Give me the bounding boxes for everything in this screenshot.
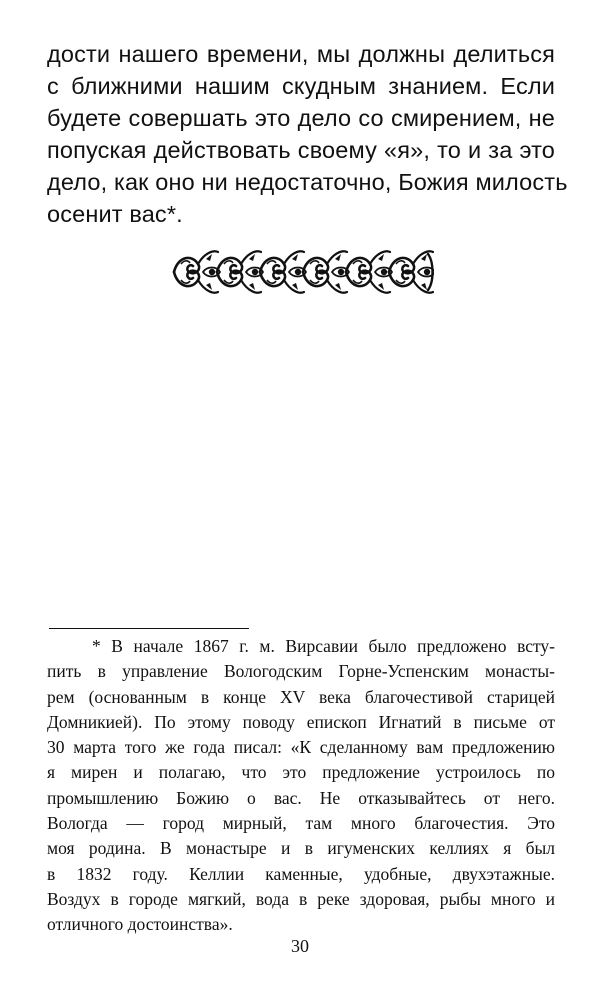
footnote-line: я мирен и полагаю, что это предложение устроилось по	[47, 762, 555, 783]
footnote-divider	[49, 628, 249, 629]
page-number: 30	[291, 936, 309, 956]
footnote-line: промышлению Божию о вас. Не отказывайтесь от него.	[47, 787, 555, 808]
footnote-line: 30 марта того же года писал: «К сделанному вам предложению	[47, 737, 555, 758]
body-text	[47, 38, 568, 230]
body-text-line: осенит вас*.	[47, 201, 183, 227]
body-text-line: дело, как оно ни недостаточно, Божия милость	[47, 169, 568, 195]
body-text-line: будете совершать это дело со смирением, не	[47, 105, 555, 131]
footnote-line: Вологда — город мирный, там много благочестия. Это	[47, 813, 555, 834]
footnote-line: отличного достоинства».	[47, 914, 233, 935]
footnote-line: Воздух в городе мягкий, вода в реке здоровая, рыбы много и	[47, 888, 555, 909]
floral-ornament-icon	[172, 246, 434, 298]
footnote-line: Домникией). По этому поводу епископ Игнатий в письме от	[47, 711, 555, 732]
body-text-line: с ближними нашим скудным знанием. Если	[47, 73, 555, 99]
footnote	[47, 634, 555, 938]
body-text-line: дости нашего времени, мы должны делиться	[47, 41, 555, 67]
footnote-line: в 1832 году. Келлии каменные, удобные, двухэтажные.	[47, 863, 555, 884]
footnote-line: пить в управление Вологодским Горне-Успенским монасты-	[47, 661, 555, 682]
footnote-line: рем (основанным в конце XV века благочестивой старицей	[47, 686, 555, 707]
footnote-line: моя родина. В монастыре и в игуменских келлиях я был	[47, 838, 555, 859]
body-text-line: попуская действовать своему «я», то и за это	[47, 137, 555, 163]
footnote-line: * В начале 1867 г. м. Вирсавии было предложено всту-	[92, 636, 555, 656]
